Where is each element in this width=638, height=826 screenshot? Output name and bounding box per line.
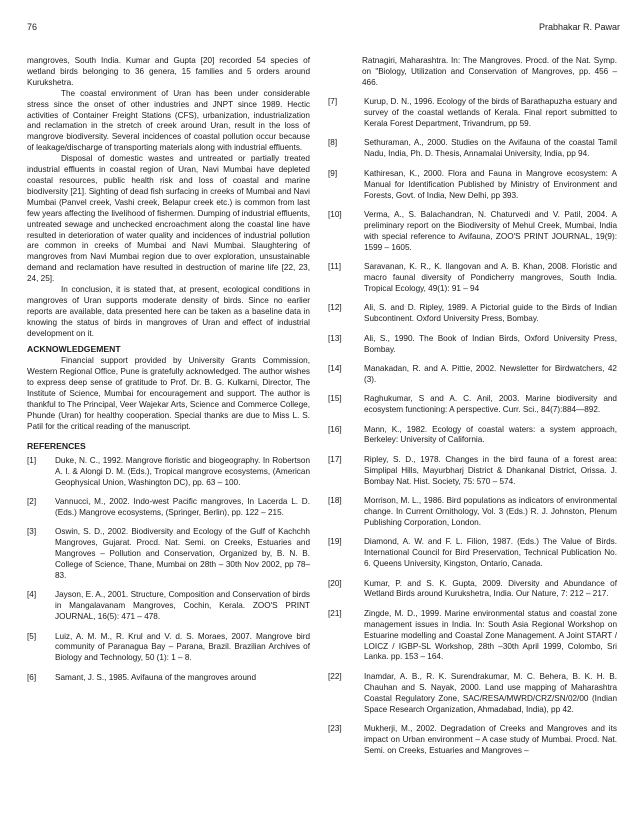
reference-number: [18] [328, 496, 342, 506]
reference-number: [1] [27, 455, 37, 465]
body-paragraph: mangroves, South India. Kumar and Gupta [20] recorded 54 species of wetland birds belonging to 36 genera, 15 families and 5 orders around Kurukshetra. [27, 56, 310, 87]
reference-number: [12] [328, 303, 342, 313]
reference-item [328, 537, 617, 570]
reference-number: [10] [328, 209, 342, 219]
reference-item [328, 334, 617, 356]
reference-number: [17] [328, 454, 342, 464]
reference-number: [14] [328, 363, 342, 373]
reference-number: [21] [328, 608, 342, 618]
reference-item [328, 169, 617, 202]
reference-number: [23] [328, 724, 342, 733]
reference-number: [9] [328, 168, 338, 178]
reference-number: [6] [27, 672, 37, 682]
reference-text: Sethuraman, A., 2000. Studies on the Avifauna of the coastal Tamil Nadu, India, Ph. D. Thesis, Annamalai University, India, pp 94. [364, 138, 617, 159]
reference-number: [8] [328, 138, 338, 148]
reference-number: [15] [328, 394, 342, 404]
reference-number: [16] [328, 424, 342, 434]
reference-item [328, 364, 617, 386]
reference-text: Ali, S., 1990. The Book of Indian Birds, Oxford University Press, Bombay. [364, 333, 617, 354]
reference-number: [20] [328, 578, 342, 588]
reference-text: Kurup, D. N., 1996. Ecology of the birds of Barathapuzha estuary and survey of the coastal wetlands of Kerala. Final report submitted to Kerala Forest Department, Trivandrum, pp 59. [364, 97, 617, 129]
reference-number: [2] [27, 496, 37, 506]
reference-item [27, 590, 310, 623]
reference-text: Manakadan, R. and A. Pittie, 2002. Newsletter for Birdwatchers, 42 (3). [364, 363, 617, 384]
reference-item [328, 138, 617, 160]
reference-text: Morrison, M. L., 1986. Bird populations as indicators of environmental change. In Current Ornithology, Vol. 3 (Eds.) R. J. Johnston, Plenum Publishing Corporation, London. [364, 496, 617, 527]
reference-item [328, 496, 617, 529]
left-column [27, 56, 310, 692]
body-paragraph: The coastal environment of Uran has been under considerable stress since the onset of other industries and JNPT since 1989. Hectic activities of Container Freight Stations (CFS), urbanization, industrialization and reclamation in the stretch of creek around Uran, result in the loss of mangrove biodiversity. Several incidences of coastal pollution occur because of leakage/discharge of transporting materials along with industrial effluents. [27, 88, 310, 153]
reference-item [328, 672, 617, 716]
references-heading: REFERENCES [27, 440, 86, 451]
reference-item [27, 456, 310, 489]
reference-item [328, 609, 617, 664]
reference-text: Diamond, A. W. and F. L. Filion, 1987. (Eds.) The Value of Birds. International Council for Bird Preservation, Technical Publication No. 6. Queens University, Kingston, Ontario, Canada. [364, 537, 617, 569]
reference-item [27, 632, 310, 665]
running-author: Prabhakar R. Pawar [538, 22, 620, 32]
reference-item [27, 527, 310, 582]
reference-text: Samant, J. S., 1985. Avifauna of the mangroves around [55, 672, 257, 682]
reference-number: [19] [328, 537, 342, 547]
reference-text: Saravanan, K. R., K. Ilangovan and A. B. Khan, 2008. Floristic and macro faunal diversity of Pondicherry mangroves, South India. Tropical Ecology, 49(1): 91 – 94 [364, 262, 617, 293]
reference-text: Mukherji, M., 2002. Degradation of Creeks and Mangroves and its impact on Urban environment – A case study of Mumbai. Procd. Nat. Semi. on Creeks, Estuaries and Mangroves – [364, 724, 617, 755]
body-paragraph: In conclusion, it is stated that, at present, ecological conditions in mangroves of Uran supports moderate density of birds. Since no earlier reports are available, data presented here can be taken as a baseline data in knowing the status of birds in mangroves of Uran and effect of industrial development on it. [27, 285, 310, 338]
reference-item [328, 97, 617, 130]
reference-text: Mann, K., 1982. Ecology of coastal waters: a system approach, Berkeley: University of California. [364, 424, 617, 445]
reference-item [328, 210, 617, 254]
reference-item [328, 303, 617, 325]
reference-text: Zingde, M. D., 1999. Marine environmental status and coastal zone management issues in India. In: South Asia Regional Workshop on Estuarine modelling and Coastal Zone Management. A Joint START / LOICZ / IGBP-SL Workshop, 28th –30th April 1999, Colombo, Sri Lanka. pp. 153 – 164. [364, 608, 617, 662]
reference-text: Ripley, S. D., 1978. Changes in the bird fauna of a forest area: Simplipal Hills, Mayurbharj District & Dhankanal District, Orissa. J. Bombay Nat. Hist. Society, 75: 570 – 574. [364, 454, 617, 486]
reference-item [328, 262, 617, 295]
reference-item [328, 425, 617, 447]
reference-item [328, 579, 617, 601]
acknowledgement-text: Financial support provided by University Grants Commission, Western Regional Office, Pune is gratefully acknowledged. The author wishes to express deep sense of gratitude to Prof. Dr. B. G. Kulkarni, Director, The Institute of Science, Mumbai for encouragement and support. The author is thankful to The Principal, Veer Wajekar Arts, Science and Commerce College, Phunde (Uran) for healthy cooperation. Special thanks are due to Miss L. S. Patil for the critical reading of the manuscript. [27, 356, 310, 431]
reference-text: Jayson, E. A., 2001. Structure, Composition and Conservation of birds in Mangalavanam Mangroves, Cochin, Kerala. ZOO'S PRINT JOURNAL, 16(5): 471 – 478. [55, 590, 310, 622]
reference-item [27, 673, 310, 684]
reference-text: Raghukumar, S and A. C. Anil, 2003. Marine biodiversity and ecosystem functioning: A perspective. Curr. Sci., 84(7):884—892. [364, 394, 617, 415]
acknowledgement-heading: ACKNOWLEDGEMENT [27, 343, 121, 354]
reference-item [328, 724, 617, 757]
reference-text: Duke, N. C., 1992. Mangrove floristic and biogeography. In Robertson A. I. & Alongi D. M. (Eds.), Tropical mangrove ecosystems, (American Geophysical Union, Washington DC), pp. 63 – 100. [55, 455, 310, 487]
reference-text: Inamdar, A. B., R. K. Surendrakumar, M. C. Behera, B. K. H. B. Chauhan and S. Nayak, 2000. Land use mapping of Maharashtra Coastal Regulatory Zone, SAC/RESA/MWRD/CRZ/SN/02/00 (Indian Space Research Organization, Ahmadabad, India), pp 42. [364, 671, 617, 714]
reference-number: [13] [328, 333, 342, 343]
reference-number: [4] [27, 590, 37, 600]
reference-text: Luiz, A. M. M., R. Krul and V. d. S. Moraes, 2007. Mangrove bird community of Paranagua Bay – Parana, Brazil. Brazilian Archives of Biology and Technology, 50 (1): 1 – 8. [55, 631, 310, 663]
reference-number: [11] [328, 262, 342, 272]
reference-item [27, 497, 310, 519]
reference-number: [22] [328, 671, 342, 681]
right-column [328, 56, 617, 765]
reference-text: Verma, A., S. Balachandran, N. Chaturvedi and V. Patil, 2004. A preliminary report on the Biodiversity of Mehul Creek, Mumbai, India with special reference to Avifauna, ZOO'S PRINT JOURNAL, 19(9): 1599 – 1605. [364, 209, 617, 252]
page-number: 76 [27, 22, 38, 32]
reference-text: Kathiresan, K., 2000. Flora and Fauna in Mangrove ecosystem: A Manual for Identification Published by Ministry of Environment and Forests, Govt. of India, New Delhi, pp 393. [364, 168, 617, 200]
reference-item [328, 394, 617, 416]
reference-number: [7] [328, 97, 338, 107]
reference-continuation: Ratnagiri, Maharashtra. In: The Mangroves. Procd. of the Nat. Symp. on "Biology, Utilization and Conservation of Mangroves, pp. 456 – 466. [362, 56, 617, 87]
reference-number: [5] [27, 631, 37, 641]
reference-text: Kumar, P. and S. K. Gupta, 2009. Diversity and Abundance of Wetland Birds around Kurukshetra, India. Our Nature, 7: 212 – 217. [364, 578, 617, 599]
reference-text: Vannucci, M., 2002. Indo-west Pacific mangroves, In Lacerda L. D. (Eds.) Mangrove ecosystems, (Springer, Berlin), pp. 122 – 215. [55, 496, 310, 517]
reference-number: [3] [27, 527, 37, 537]
reference-text: Oswin, S. D., 2002. Biodiversity and Ecology of the Gulf of Kachchh Mangroves, Gujarat. Procd. Nat. Semi. on Creeks, Estuaries and Mangroves – Pollution and Conservation, Organized by, B. N. B. College of Science, Thane, Mumbai on 28th – 30th Nov 2002, pp 78–83. [55, 527, 310, 580]
body-paragraph: Disposal of domestic wastes and untreated or partially treated industrial effluents in coastal region of Uran, Navi Mumbai have depleted coastal resources, public health risk and loss of coastal and marine biodiversity [21]. Sighting of dead fish surfacing in creeks of Mumbai and Navi Mumbai (Panvel creek, Vashi creek, Belapur creek etc.) is common from last few years affecting the livelihood of fishermen. Dumping of industrial effluents, untreated sewage and unchecked encroachment along the coastal line have resulted in deterioration of water quality and incidences of industrial pollution are common in creeks of Mumbai and Navi Mumbai. Slaughtering of mangroves from Navi Mumbai region due to over exploration, unsustainable demand and reclamation have resulted in destruction of marine life [22, 23, 24, 25]. [27, 154, 310, 284]
reference-item [328, 455, 617, 488]
reference-text: Ali, S. and D. Ripley, 1989. A Pictorial guide to the Birds of Indian Subcontinent. Oxford University Press, Bombay. [364, 303, 617, 324]
